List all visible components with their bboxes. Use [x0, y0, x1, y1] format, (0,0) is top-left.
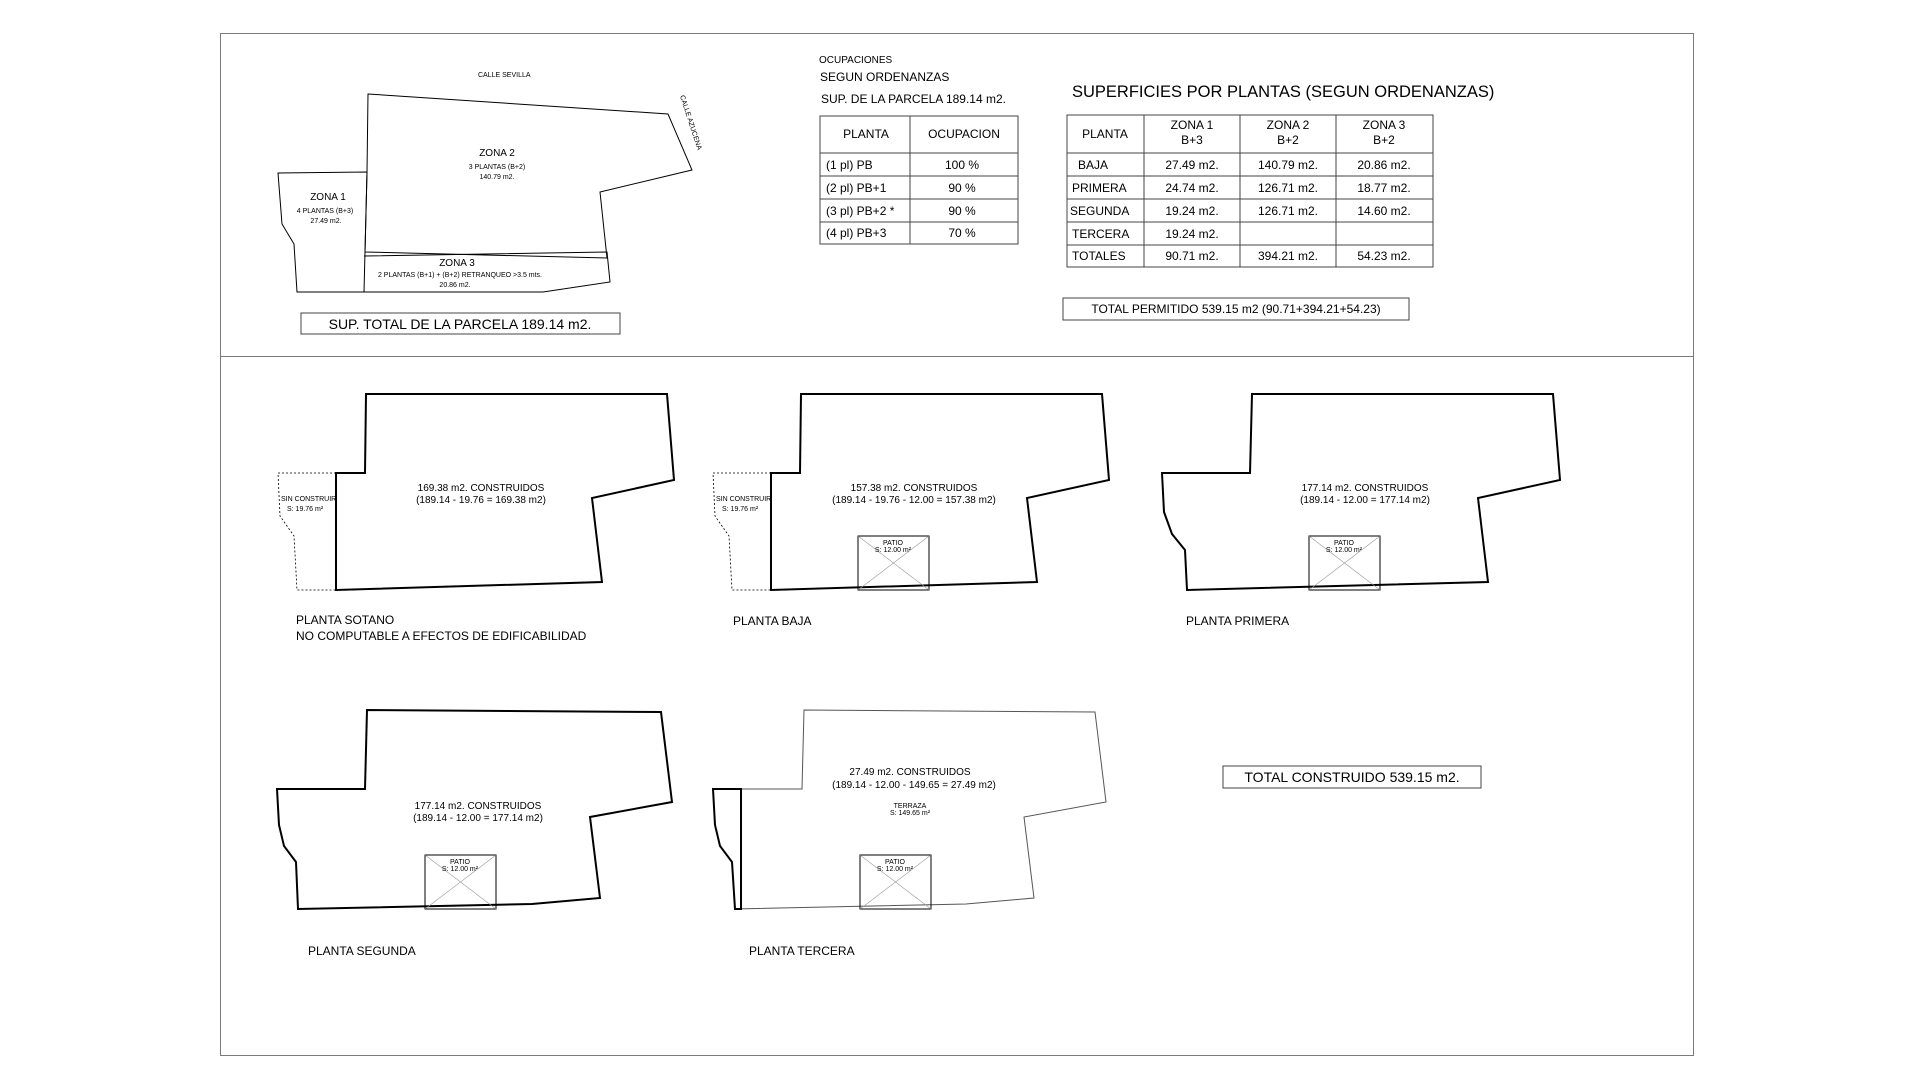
- superficies-cell: 24.74 m2.: [1165, 181, 1219, 195]
- primera-calc: (189.14 - 12.00 = 177.14 m2): [1300, 495, 1430, 506]
- baja-construidos: 157.38 m2. CONSTRUIDOS: [850, 483, 978, 494]
- superficies-cell: 54.23 m2.: [1357, 249, 1411, 263]
- primera-patio-label: PATIO: [1334, 540, 1354, 547]
- ocupaciones-row-planta: (2 pl) PB+1: [826, 181, 887, 195]
- ocupaciones-row-planta: (3 pl) PB+2 *: [826, 204, 895, 218]
- zona1-plantas: 4 PLANTAS (B+3): [296, 208, 354, 215]
- segunda-label: PLANTA SEGUNDA: [308, 944, 416, 958]
- plan-baja: [713, 394, 1109, 628]
- baja-sin-area: S: 19.76 m²: [722, 506, 759, 513]
- primera-construidos: 177.14 m2. CONSTRUIDOS: [1301, 483, 1429, 494]
- baja-patio-label: PATIO: [883, 540, 903, 547]
- plan-sotano: [278, 394, 674, 643]
- tercera-terraza-label: TERRAZA: [893, 803, 927, 810]
- zona2-outline: [365, 94, 692, 258]
- ocupaciones-title: OCUPACIONES: [819, 55, 893, 66]
- superficies-cell: 20.86 m2.: [1357, 158, 1411, 172]
- superficies-header-zona: ZONA 3: [1362, 118, 1406, 132]
- total-construido-label: TOTAL CONSTRUIDO 539.15 m2.: [1244, 769, 1460, 785]
- street-label-top: CALLE SEVILLA: [478, 72, 531, 79]
- superficies-cell: 126.71 m2.: [1257, 181, 1319, 195]
- tercera-construidos: 27.49 m2. CONSTRUIDOS: [849, 767, 971, 778]
- tercera-patio-label: PATIO: [885, 859, 905, 866]
- baja-unbuilt-area: [713, 473, 771, 590]
- site-plan: [278, 72, 703, 334]
- superficies-row-planta: TERCERA: [1072, 227, 1130, 241]
- ocupaciones-block: [819, 55, 1018, 244]
- superficies-cell: 19.24 m2.: [1165, 227, 1219, 241]
- superficies-cell: 19.24 m2.: [1165, 204, 1219, 218]
- ocupaciones-row-value: 70 %: [948, 226, 976, 240]
- ocupaciones-header-planta: PLANTA: [843, 127, 889, 141]
- baja-calc: (189.14 - 19.76 - 12.00 = 157.38 m2): [832, 495, 996, 506]
- primera-patio-area: S: 12.00 m²: [1325, 547, 1363, 554]
- zona2-area: 140.79 m2.: [479, 174, 515, 181]
- segunda-calc: (189.14 - 12.00 = 177.14 m2): [413, 813, 543, 824]
- zona2-name: ZONA 2: [479, 148, 515, 159]
- sotano-construidos: 169.38 m2. CONSTRUIDOS: [417, 483, 545, 494]
- ocupaciones-row-value: 90 %: [948, 204, 976, 218]
- superficies-cell: 90.71 m2.: [1165, 249, 1219, 263]
- superficies-row-planta: SEGUNDA: [1070, 204, 1130, 218]
- superficies-header-zona-type: B+3: [1181, 133, 1203, 147]
- segunda-construidos: 177.14 m2. CONSTRUIDOS: [414, 801, 542, 812]
- segunda-patio-area: S: 12.00 m²: [441, 866, 479, 873]
- sotano-calc: (189.14 - 19.76 = 169.38 m2): [416, 495, 546, 506]
- plan-primera: [1162, 394, 1560, 628]
- tercera-terraza-area: S: 149.65 m²: [889, 810, 931, 817]
- superficies-header-zona-type: B+2: [1373, 133, 1395, 147]
- ocupaciones-row-planta: (4 pl) PB+3: [826, 226, 887, 240]
- superficies-cell: 27.49 m2.: [1165, 158, 1219, 172]
- superficies-row-planta: BAJA: [1078, 158, 1109, 172]
- street-label-right: CALLE AZUCENA: [678, 94, 703, 152]
- total-permitido-label: TOTAL PERMITIDO 539.15 m2 (90.71+394.21+54.23): [1091, 302, 1381, 316]
- superficies-header-zona: ZONA 2: [1266, 118, 1310, 132]
- ocupaciones-parcela: SUP. DE LA PARCELA 189.14 m2.: [821, 92, 1006, 106]
- sotano-label: PLANTA SOTANO: [296, 613, 395, 627]
- sotano-note: NO COMPUTABLE A EFECTOS DE EDIFICABILIDAD: [296, 629, 587, 643]
- zona1-outline: [278, 172, 367, 292]
- baja-sin-construir: SIN CONSTRUIR: [716, 496, 772, 503]
- ocupaciones-row-value: 100 %: [944, 158, 980, 172]
- ocupaciones-row-value: 90 %: [948, 181, 976, 195]
- superficies-cell: 14.60 m2.: [1357, 204, 1411, 218]
- zona2-plantas: 3 PLANTAS (B+2): [468, 164, 526, 171]
- tercera-patio-area: S: 12.00 m²: [876, 866, 914, 873]
- ocupaciones-header-ocupacion: OCUPACION: [928, 127, 1000, 141]
- superficies-cell: 394.21 m2.: [1257, 249, 1319, 263]
- superficies-header-zona: ZONA 1: [1170, 118, 1214, 132]
- zona1-name: ZONA 1: [310, 192, 346, 203]
- baja-patio-area: S: 12.00 m²: [874, 547, 912, 554]
- primera-label: PLANTA PRIMERA: [1186, 614, 1290, 628]
- ocupaciones-subtitle: SEGUN ORDENANZAS: [820, 70, 950, 84]
- superficies-cell: 18.77 m2.: [1357, 181, 1411, 195]
- plan-segunda: [277, 710, 672, 958]
- superficies-row-planta: TOTALES: [1072, 249, 1126, 263]
- ocupaciones-row-planta: (1 pl) PB: [826, 158, 873, 172]
- zona3-plantas: 2 PLANTAS (B+1) + (B+2) RETRANQUEO >3.5 mts.: [377, 272, 543, 279]
- sotano-sin-construir: SIN CONSTRUIR: [281, 496, 337, 503]
- superficies-header-planta: PLANTA: [1082, 127, 1128, 141]
- baja-label: PLANTA BAJA: [733, 614, 812, 628]
- superficies-block: [1063, 83, 1494, 320]
- tercera-label: PLANTA TERCERA: [749, 944, 855, 958]
- superficies-cell: 126.71 m2.: [1257, 204, 1319, 218]
- zona3-name: ZONA 3: [439, 258, 475, 269]
- tercera-outline: [713, 789, 741, 909]
- plan-tercera: [713, 710, 1106, 958]
- superficies-title: SUPERFICIES POR PLANTAS (SEGUN ORDENANZAS): [1072, 83, 1495, 101]
- total-parcela-label: SUP. TOTAL DE LA PARCELA 189.14 m2.: [328, 316, 592, 332]
- segunda-patio-label: PATIO: [450, 859, 470, 866]
- superficies-row-planta: PRIMERA: [1072, 181, 1127, 195]
- sotano-unbuilt-area: [278, 473, 336, 590]
- sotano-sin-area: S: 19.76 m²: [287, 506, 324, 513]
- tercera-calc: (189.14 - 12.00 - 149.65 = 27.49 m2): [832, 780, 996, 791]
- superficies-cell: 140.79 m2.: [1257, 158, 1319, 172]
- zona1-area: 27.49 m2.: [310, 218, 342, 225]
- superficies-header-zona-type: B+2: [1277, 133, 1299, 147]
- zona3-area: 20.86 m2.: [439, 282, 471, 289]
